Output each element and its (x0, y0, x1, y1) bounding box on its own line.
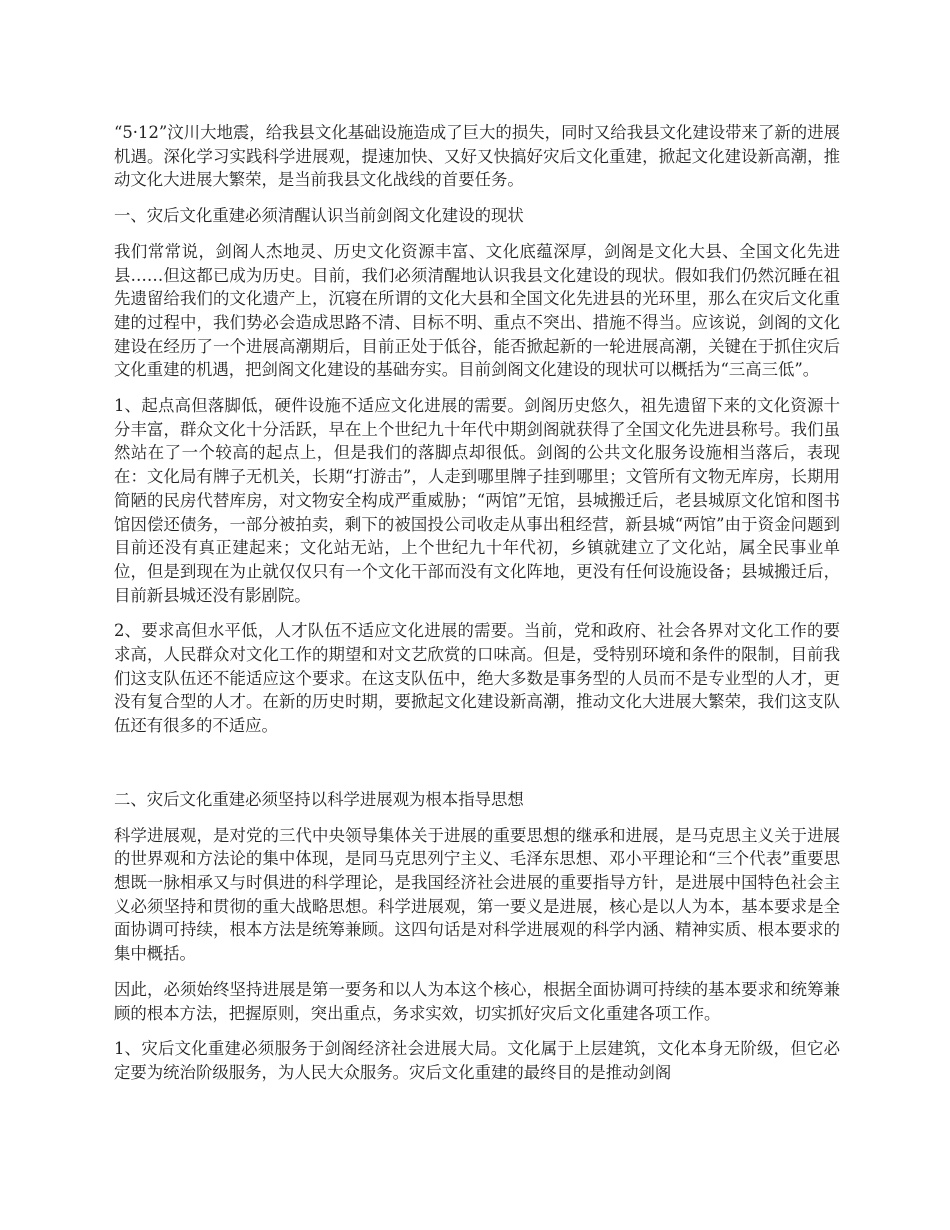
body-paragraph: 我们常常说，剑阁人杰地灵、历史文化资源丰富、文化底蕴深厚，剑阁是文化大县、全国文化先进县……但这都已成为历史。目前，我们必须清醒地认识我县文化建设的现状。假如我们仍然沉睡在祖先遗留给我们的文化遗产上，沉寝在所谓的文化大县和全国文化先进县的光环里，那么在灾后文化重建的过程中，我们势必会造成思路不清、目标不明、重点不突出、措施不得当。应该说，剑阁的文化建设在经历了一个进展高潮期后，目前正处于低谷，能否掀起新的一轮进展高潮，关键在于抓住灾后文化重建的机遇，把剑阁文化建设的基础夯实。目前剑阁文化建设的现状可以概括为“三高三低”。 (114, 241, 840, 380)
document-body (114, 121, 840, 1097)
body-paragraph: 1、起点高但落脚低，硬件设施不适应文化进展的需要。剑阁历史悠久，祖先遗留下来的文化资源十分丰富，群众文化十分活跃，早在上个世纪九十年代中期剑阁就获得了全国文化先进县称号。我们虽然站在了一个较高的起点上，但是我们的落脚点却很低。剑阁的公共文化服务设施相当落后，表现在：文化局有牌子无机关，长期“打游击”，人走到哪里牌子挂到哪里；文管所有文物无库房，长期用简陋的民房代替库房，对文物安全构成严重威胁；“两馆”无馆，县城搬迁后，老县城原文化馆和图书馆因偿还债务，一部分被拍卖，剩下的被国投公司收走从事出租经营，新县城“两馆”由于资金问题到目前还没有真正建起来；文化站无站，上个世纪九十年代初，乡镇就建立了文化站，属全民事业单位，但是到现在为止就仅仅只有一个文化干部而没有文化阵地，更没有任何设施设备；县城搬迁后，目前新县城还没有影剧院。 (114, 396, 840, 605)
body-paragraph: 科学进展观，是对党的三代中央领导集体关于进展的重要思想的继承和进展，是马克思主义关于进展的世界观和方法论的集中体现，是同马克思列宁主义、毛泽东思想、邓小平理论和“三个代表”重要思想既一脉相承又与时俱进的科学理论，是我国经济社会进展的重要指导方针，是进展中国特色社会主义必须坚持和贯彻的重大战略思想。科学进展观，第一要义是进展，核心是以人为本，基本要求是全面协调可持续，根本方法是统筹兼顾。这四句话是对科学进展观的科学内涵、精神实质、根本要求的集中概括。 (114, 825, 840, 964)
body-paragraph: 因此，必须始终坚持进展是第一要务和以人为本这个核心，根据全面协调可持续的基本要求和统筹兼顾的根本方法，把握原则，突出重点，务求实效，切实抓好灾后文化重建各项工作。 (114, 979, 840, 1023)
intro-paragraph: “5·12”汶川大地震，给我县文化基础设施造成了巨大的损失，同时又给我县文化建设带来了新的进展机遇。深化学习实践科学进展观，提速加快、又好又快搞好灾后文化重建，掀起文化建设新高潮，推动文化大进展大繁荣，是当前我县文化战线的首要任务。 (114, 123, 840, 190)
section-heading-1: 一、灾后文化重建必须清醒认识当前剑阁文化建设的现状 (114, 206, 524, 226)
body-paragraph: 1、灾后文化重建必须服务于剑阁经济社会进展大局。文化属于上层建筑，文化本身无阶级，但它必定要为统治阶级服务，为人民大众服务。灾后文化重建的最终目的是推动剑阁 (114, 1039, 840, 1082)
body-paragraph: 2、要求高但水平低，人才队伍不适应文化进展的需要。当前，党和政府、社会各界对文化工作的要求高，人民群众对文化工作的期望和对文艺欣赏的口味高。但是，受特别环境和条件的限制，目前我们这支队伍还不能适应这个要求。在这支队伍中，绝大多数是事务型的人员而不是专业型的人才，更没有复合型的人才。在新的历史时期，要掀起文化建设新高潮，推动文化大进展大繁荣，我们这支队伍还有很多的不适应。 (114, 621, 840, 736)
section-heading-2: 二、灾后文化重建必须坚持以科学进展观为根本指导思想 (114, 789, 524, 809)
